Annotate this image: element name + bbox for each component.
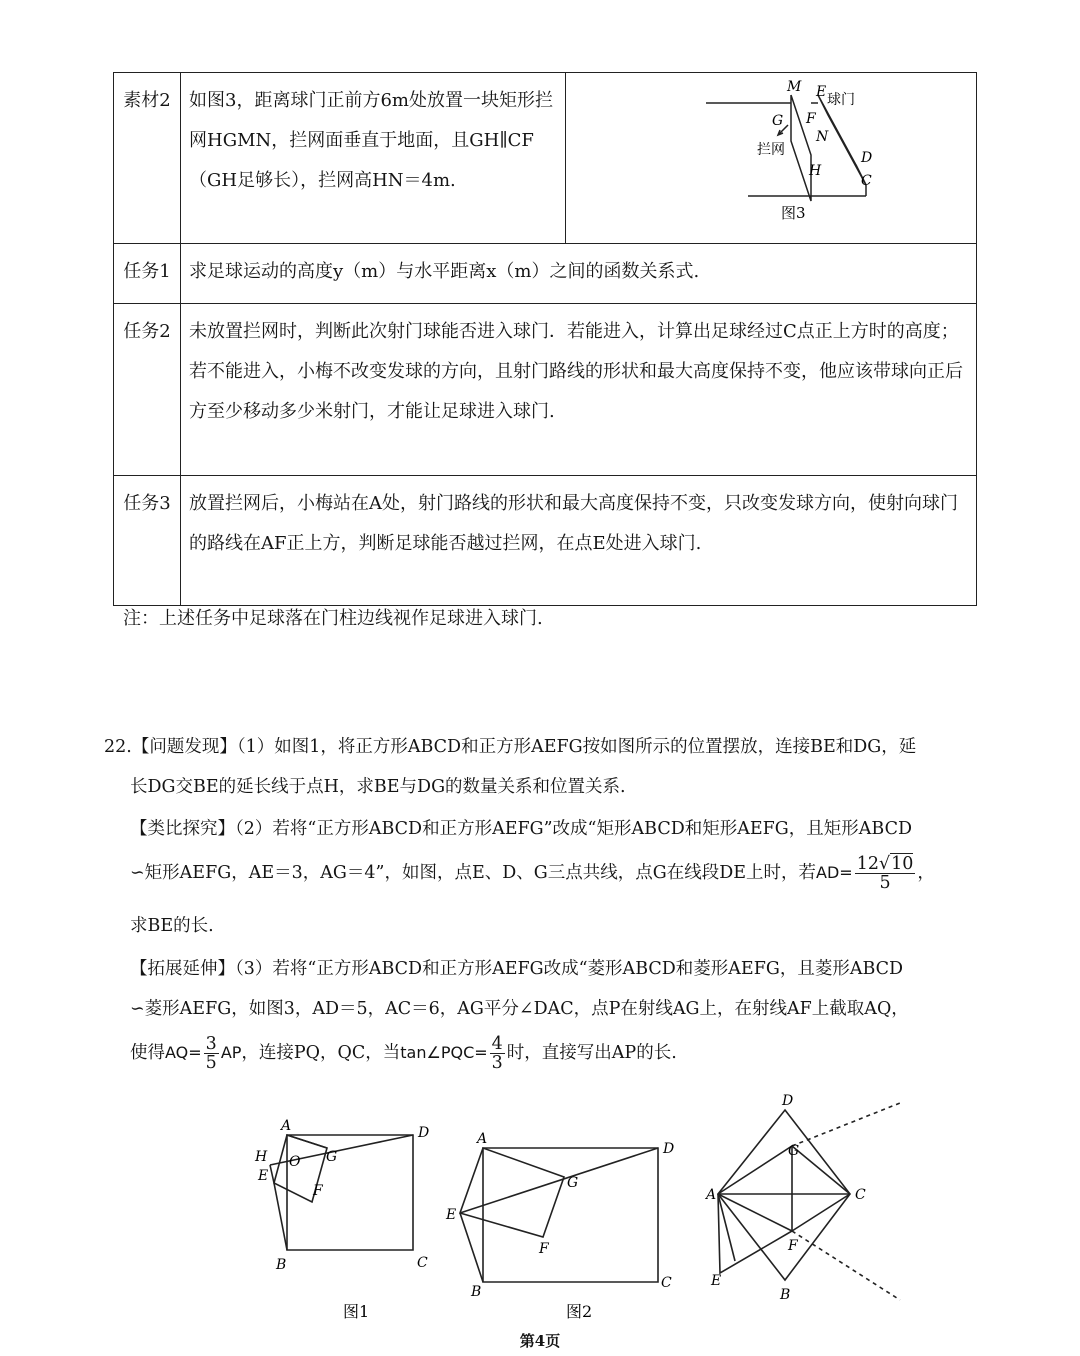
task-table bbox=[113, 72, 977, 606]
row-text: 如图3，距离球门正前方6m处放置一块矩形拦网HGMN，拦网面垂直于地面，且GH∥CF（GH足够长），拦网高HN＝4m. bbox=[181, 73, 566, 244]
fig3-label-F: F bbox=[806, 111, 816, 127]
fig1-label-C: C bbox=[417, 1255, 428, 1271]
fig3b-label-D: D bbox=[782, 1093, 794, 1109]
fraction-num-int: 12 bbox=[856, 854, 879, 874]
fig3-label-E: E bbox=[816, 84, 827, 100]
fraction-tan bbox=[490, 1035, 505, 1072]
q22-line-2: 长DG交BE的延长线于点H，求BE与DG的数量关系和位置关系. bbox=[130, 777, 626, 797]
fig3-label-N: N bbox=[816, 129, 829, 145]
aq-expression: AQ= bbox=[165, 1043, 202, 1062]
fig3b-label-C: C bbox=[855, 1187, 866, 1203]
figure-3-cell bbox=[566, 73, 977, 244]
tan-expression: tan∠PQC= bbox=[400, 1043, 488, 1062]
q22-line-8-text: 使得 bbox=[130, 1043, 165, 1063]
fig1-label-F: F bbox=[313, 1183, 323, 1199]
fig3-label-net: 拦网 bbox=[757, 142, 785, 158]
figure-3-goal-net bbox=[566, 73, 976, 228]
fig1-label-B: B bbox=[276, 1257, 287, 1273]
fig3b-label-A: A bbox=[706, 1187, 717, 1203]
fig1-label-O: O bbox=[289, 1154, 301, 1170]
fig2-caption: 图2 bbox=[566, 1302, 593, 1321]
ap-symbol: AP bbox=[220, 1043, 242, 1062]
table-row bbox=[114, 244, 977, 304]
row-label: 任务1 bbox=[114, 244, 181, 304]
fig2-label-E: E bbox=[446, 1207, 457, 1223]
ad-expression: AD= bbox=[816, 863, 853, 882]
q22-line-3: 【类比探究】（2）若将“正方形ABCD和正方形AEFG”改成“矩形ABCD和矩形AEFG，且矩形ABCD bbox=[130, 819, 913, 839]
q22-figures bbox=[0, 1085, 1080, 1325]
fraction-num: 3 bbox=[205, 1034, 217, 1054]
q22-line-8 bbox=[130, 1033, 1010, 1073]
fig3-label-H: H bbox=[809, 163, 822, 179]
figure-1 bbox=[270, 1135, 413, 1250]
fig3-label-goal: 球门 bbox=[827, 92, 855, 108]
row-label: 任务3 bbox=[114, 476, 181, 606]
fig3b-label-E: E bbox=[711, 1273, 722, 1289]
fraction-num-root: 10 bbox=[891, 854, 914, 874]
fig2-label-F: F bbox=[539, 1241, 549, 1257]
table-row bbox=[114, 476, 977, 606]
fig2-label-D: D bbox=[663, 1141, 675, 1157]
row-text: 求足球运动的高度y（m）与水平距离x（m）之间的函数关系式. bbox=[181, 244, 977, 304]
q22-line-8-end: 时，直接写出AP的长. bbox=[506, 1043, 677, 1063]
fraction-den: 3 bbox=[491, 1053, 503, 1073]
fig3b-label-G: G bbox=[788, 1143, 800, 1159]
q22-line-4-end: ， bbox=[917, 863, 935, 883]
fig1-label-E: E bbox=[258, 1168, 269, 1184]
fig2-label-A: A bbox=[477, 1131, 488, 1147]
figure-2 bbox=[460, 1148, 658, 1282]
q22-line-4-text: ∽矩形AEFG，AE＝3，AG＝4”，如图，点E、D、G三点共线，点G在线段DE上时，若 bbox=[130, 863, 817, 883]
fig3b-label-B: B bbox=[780, 1287, 791, 1303]
figure-3-rhombus bbox=[718, 1103, 900, 1300]
fraction-den: 5 bbox=[205, 1053, 217, 1073]
fig1-label-G: G bbox=[326, 1149, 338, 1165]
q22-line-1: 22.【问题发现】（1）如图1，将正方形ABCD和正方形AEFG按如图所示的位置摆放，连接BE和DG，延 bbox=[104, 737, 917, 757]
fig3-label-M: M bbox=[787, 79, 802, 95]
table-row bbox=[114, 73, 977, 244]
fraction-aq bbox=[204, 1035, 219, 1072]
row-label: 素材2 bbox=[114, 73, 181, 244]
page-number: 第4页 bbox=[519, 1332, 561, 1350]
fig1-caption: 图1 bbox=[343, 1302, 370, 1321]
q22-line-6: 【拓展延伸】（3）若将“正方形ABCD和正方形AEFG改成“菱形ABCD和菱形AEFG，且菱形ABCD bbox=[130, 959, 904, 979]
table-note: 注：上述任务中足球落在门柱边线视作足球进入球门. bbox=[123, 608, 543, 629]
fig3-label-D: D bbox=[861, 150, 873, 166]
fraction-num: 4 bbox=[491, 1034, 503, 1054]
fig3-label-G: G bbox=[772, 113, 784, 129]
q22-line-7: ∽菱形AEFG，如图3，AD＝5，AC＝6，AG平分∠DAC，点P在射线AG上，在射线AF上截取AQ， bbox=[130, 999, 909, 1019]
fig3b-label-F: F bbox=[788, 1238, 798, 1254]
fig3-caption: 图3 bbox=[781, 204, 806, 222]
q22-line-5: 求BE的长. bbox=[130, 916, 214, 936]
fig3-label-C: C bbox=[861, 173, 872, 189]
q22-line-4 bbox=[130, 853, 1010, 893]
fig1-label-H: H bbox=[255, 1149, 268, 1165]
row-text: 放置拦网后，小梅站在A处，射门路线的形状和最大高度保持不变，只改变发球方向，使射向球门的路线在AF正上方，判断足球能否越过拦网，在点E处进入球门. bbox=[181, 476, 977, 606]
fig2-label-B: B bbox=[471, 1284, 482, 1300]
fraction-den: 5 bbox=[879, 873, 891, 893]
fig2-label-G: G bbox=[567, 1175, 579, 1191]
table-row bbox=[114, 304, 977, 476]
fraction-ad: $\frac{12√10}{5}$ bbox=[856, 854, 914, 893]
fig2-label-C: C bbox=[661, 1275, 672, 1291]
row-text: 未放置拦网时，判断此次射门球能否进入球门．若能进入，计算出足球经过C点正上方时的高度；若不能进入，小梅不改变发球的方向，且射门路线的形状和最大高度保持不变，他应该带球向正后方至少移动多少米射门，才能让足球进入球门. bbox=[181, 304, 977, 476]
fig1-label-A: A bbox=[281, 1118, 292, 1134]
q22-line-8-mid: ，连接PQ，QC，当 bbox=[241, 1043, 401, 1063]
row-label: 任务2 bbox=[114, 304, 181, 476]
fig1-label-D: D bbox=[418, 1125, 430, 1141]
